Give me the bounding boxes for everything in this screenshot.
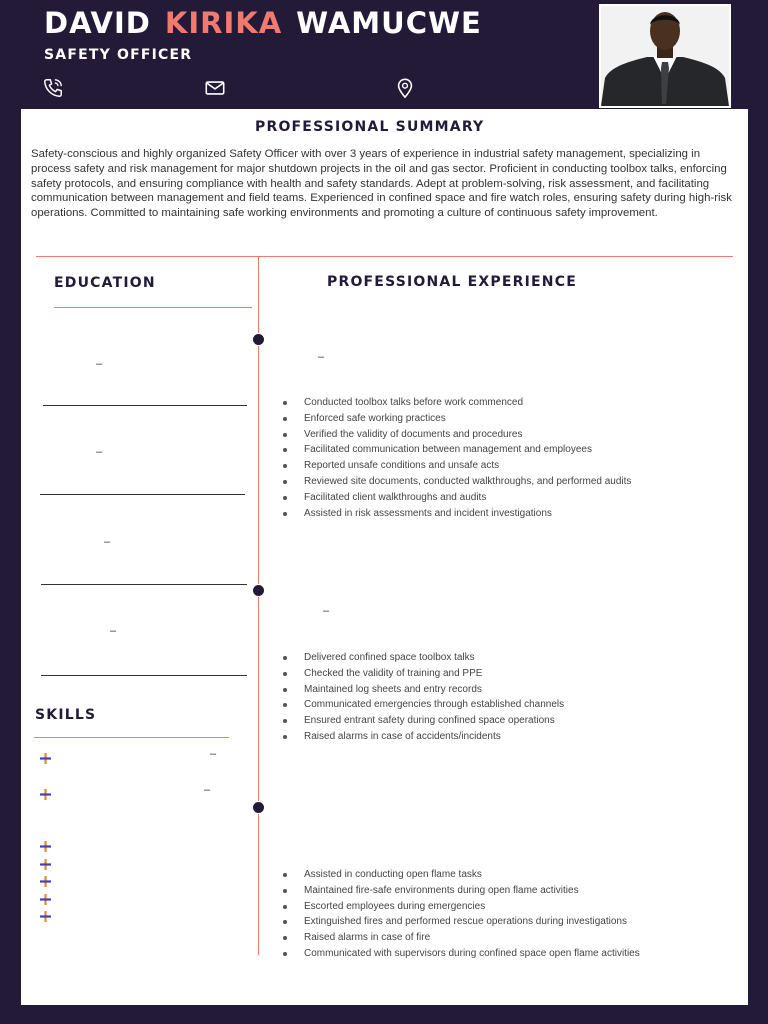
- job-duty: Reviewed site documents, conducted walkthroughs, and performed audits: [283, 474, 631, 490]
- skill-bullet-icon: [40, 876, 51, 887]
- job-duty: Ensured entrant safety during confined space operations: [283, 713, 564, 729]
- job-duty: Facilitated communication between management and employees: [283, 442, 631, 458]
- job-duty: Facilitated client walkthroughs and audits: [283, 490, 631, 506]
- education-separator: [40, 494, 245, 495]
- job-duty: Communicated emergencies through established channels: [283, 697, 564, 713]
- timeline-dot: [252, 584, 265, 597]
- timeline-line: [258, 257, 259, 955]
- job-duty: Checked the validity of training and PPE: [283, 666, 564, 682]
- experience-dash: –: [318, 351, 325, 363]
- education-separator: [41, 675, 247, 676]
- timeline-dot: [252, 801, 265, 814]
- experience-dash: –: [323, 605, 330, 617]
- profile-photo: [599, 4, 731, 108]
- job-duty: Maintained log sheets and entry records: [283, 682, 564, 698]
- education-separator: [41, 584, 247, 585]
- education-dash: –: [96, 358, 103, 370]
- job-duty: Verified the validity of documents and procedures: [283, 427, 631, 443]
- skill-bullet-icon: [40, 894, 51, 905]
- section-divider: [36, 256, 733, 257]
- job-duty: Communicated with supervisors during confined space open flame activities: [283, 946, 640, 962]
- job-duty: Conducted toolbox talks before work commenced: [283, 395, 631, 411]
- job-duty: Maintained fire-safe environments during open flame activities: [283, 883, 640, 899]
- summary-text: Safety-conscious and highly organized Safety Officer with over 3 years of experience in industrial safety management, specializing in process safety and risk management for major shutdown projects in the oil and gas sector. Proficient in conducting toolbox talks, enforcing safety protocols, and ensuring compliance with health and safety standards. Adept at problem-solving, risk assessment, and facilitating communication between management and field teams. Experienced in confined space and fire watch roles, ensuring safety during high-risk operations. Committed to maintaining safe working environments and promoting a culture of continuous safety improvement.: [31, 148, 732, 220]
- skill-bullet-icon: [40, 789, 51, 800]
- education-dash: –: [104, 536, 111, 548]
- job-2-duties: [283, 650, 564, 745]
- skill-dash: –: [204, 784, 211, 796]
- skill-bullet-icon: [40, 753, 51, 764]
- education-underline: [54, 307, 252, 308]
- education-dash: –: [110, 625, 117, 637]
- job-duty: Assisted in risk assessments and incident investigations: [283, 506, 631, 522]
- job-title: SAFETY OFFICER: [44, 47, 193, 63]
- education-separator: [43, 405, 247, 406]
- job-duty: Enforced safe working practices: [283, 411, 631, 427]
- skills-heading: SKILLS: [35, 707, 97, 723]
- resume-header: [0, 0, 768, 110]
- experience-heading: PROFESSIONAL EXPERIENCE: [327, 274, 577, 290]
- job-duty: Reported unsafe conditions and unsafe acts: [283, 458, 631, 474]
- job-duty: Assisted in conducting open flame tasks: [283, 867, 640, 883]
- education-dash: –: [96, 446, 103, 458]
- phone-icon: [42, 77, 64, 99]
- first-name: DAVID: [44, 6, 151, 40]
- job-duty: Extinguished fires and performed rescue operations during investigations: [283, 914, 640, 930]
- skills-underline: [34, 737, 229, 738]
- location-pin-icon: [394, 77, 416, 99]
- job-duty: Raised alarms in case of accidents/incidents: [283, 729, 564, 745]
- skill-dash: –: [210, 748, 217, 760]
- skill-bullet-icon: [40, 859, 51, 870]
- job-duty: Raised alarms in case of fire: [283, 930, 640, 946]
- education-heading: EDUCATION: [54, 275, 156, 291]
- timeline-dot: [252, 333, 265, 346]
- resume-body: [21, 109, 748, 1005]
- last-name: WAMUCWE: [296, 6, 482, 40]
- job-duty: Delivered confined space toolbox talks: [283, 650, 564, 666]
- job-duty: Escorted employees during emergencies: [283, 899, 640, 915]
- job-3-duties: [283, 867, 640, 962]
- full-name: [44, 6, 496, 40]
- middle-name: KIRIKA: [164, 6, 283, 40]
- skill-bullet-icon: [40, 841, 51, 852]
- job-1-duties: [283, 395, 631, 521]
- summary-heading: PROFESSIONAL SUMMARY: [255, 119, 485, 135]
- skill-bullet-icon: [40, 911, 51, 922]
- mail-icon: [204, 77, 226, 99]
